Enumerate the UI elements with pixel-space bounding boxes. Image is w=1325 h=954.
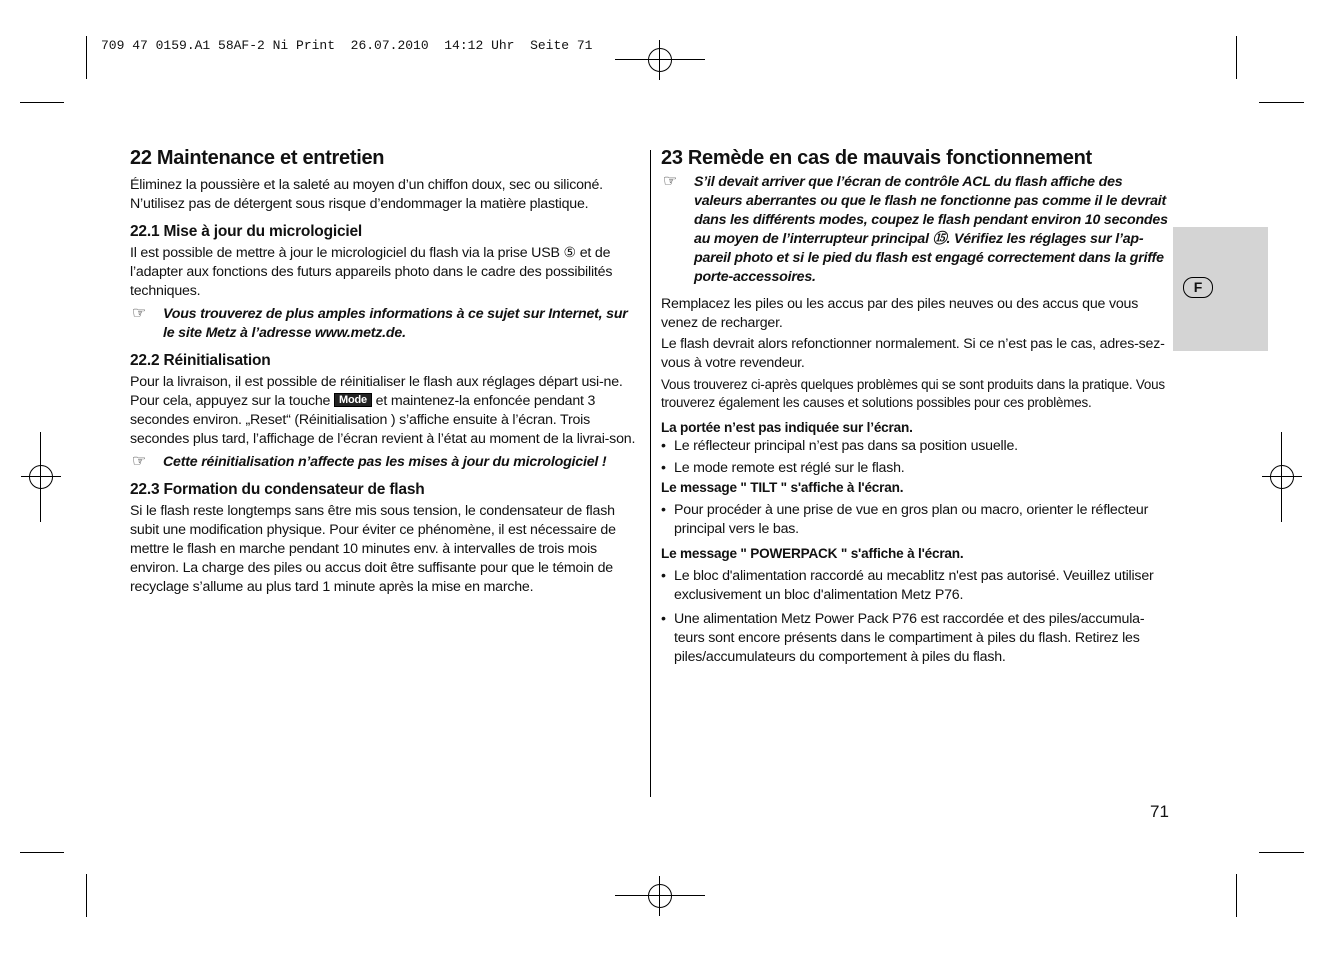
bullet-dot-icon: • <box>661 460 666 476</box>
list-item <box>661 459 1171 478</box>
section-title-23: 23 Remède en cas de mauvais fonctionnement <box>661 147 1092 169</box>
crop-mark <box>20 852 64 853</box>
problem-heading-tilt: Le message " TILT " s'affiche à l'écran. <box>661 480 904 495</box>
note-text: Cette réinitialisation n’affecte pas les mises à jour du micrologiciel ! <box>163 454 607 470</box>
list-item-text: Le réflecteur principal n’est pas dans sa position usuelle. <box>674 438 1018 454</box>
list-item-text: Le mode remote est réglé sur le flash. <box>674 460 905 476</box>
note-reset <box>130 453 640 472</box>
right-column <box>661 146 1171 667</box>
registration-mark-icon <box>21 457 61 497</box>
bullet-dot-icon: • <box>661 502 666 518</box>
list-item-text: Pour procéder à une prise de vue en gros plan ou macro, orienter le réflecteur principal vers le bas. <box>674 502 1149 537</box>
language-tab <box>1173 227 1268 351</box>
pointing-hand-icon: ☞ <box>132 305 147 322</box>
registration-mark-icon <box>640 40 680 80</box>
crop-mark <box>1236 36 1237 79</box>
list-item-text: Le bloc d'alimentation raccordé au mecablitz n'est pas autorisé. Veuillez utiliser exclusivement un bloc d'alimentation Metz P76. <box>674 568 1154 603</box>
note-text: Vous trouverez de plus amples informations à ce sujet sur Internet, sur le site Metz à l’adresse www.metz.de. <box>163 306 628 341</box>
crop-mark <box>86 874 87 917</box>
page-number: 71 <box>1150 802 1169 821</box>
subsection-title-22-3: 22.3 Formation du condensateur de flash <box>130 481 425 498</box>
crop-mark <box>1236 874 1237 917</box>
list-item <box>661 501 1171 539</box>
list-item <box>661 567 1171 605</box>
list-item <box>661 437 1171 456</box>
note-text: S’il devait arriver que l’écran de contrôle ACL du flash affiche des valeurs aberrantes ou que le flash ne fonctionne pas comme il le devrait dans les différents modes, coupez le flash pendant environ 10 secondes au moyen de l’interrupteur principal ⑮. Vérifiez les réglages sur l’ap-pareil photo et si le pied du flash est engagé correctement dans la griffe porte-accessoires. <box>694 174 1168 285</box>
subsection-title-22-1: 22.1 Mise à jour du micrologiciel <box>130 223 363 240</box>
column-divider <box>650 150 651 797</box>
firmware-text: Il est possible de mettre à jour le micrologiciel du flash via la prise USB ⑤ et de l’adapter aux fonctions des futurs appareils photo dans le cadre des possibilités techniques. <box>130 245 613 299</box>
bullet-dot-icon: • <box>661 438 666 454</box>
problem-heading-range: La portée n’est pas indiquée sur l’écran. <box>661 420 913 435</box>
problem-heading-powerpack: Le message " POWERPACK " s'affiche à l'écran. <box>661 546 964 561</box>
language-tab-letter: F <box>1183 277 1213 298</box>
pointing-hand-icon: ☞ <box>663 173 678 190</box>
mode-key-icon: Mode <box>334 393 372 407</box>
crop-mark <box>86 36 87 79</box>
crop-mark <box>1259 852 1304 853</box>
intro-text: Éliminez la poussière et la saleté au moyen d’un chiffon doux, sec ou siliconé. N’utilisez pas de détergent sous risque d’endommager la matière plastique. <box>130 177 603 212</box>
capacitor-text: Si le flash reste longtemps sans être mis sous tension, le condensateur de flash subit une modification physique. Pour éviter ce phénomène, il est nécessaire de mettre le flash en marche pendant 10 minutes env. à intervalles de trois mois environ. La charge des piles ou accus doit être suffisante pour que le témoin de recyclage s’allume au plus tard 1 minute après la mise en marche. <box>130 503 616 595</box>
paragraph-batteries: Remplacez les piles ou les accus par des piles neuves ou des accus que vous venez de recharger. <box>661 296 1139 331</box>
paragraph-dealer: Le flash devrait alors refonctionner normalement. Si ce n’est pas le cas, adres-sez-vous à votre revendeur. <box>661 336 1165 371</box>
reset-text-b: et maintenez-la enfoncée pendant 3 secondes environ. „Reset“ (Réinitialisation ) s’affiche ensuite à l’écran. Trois secondes plus tard, l’affichage de l’écran revient à l’état au moment de la livrai-son. <box>130 393 636 447</box>
left-column <box>130 146 640 597</box>
list-item-text: Une alimentation Metz Power Pack P76 est raccordée et des piles/accumula-teurs sont encore présents dans le compartiment à piles du flash. Retirez les piles/accumulateurs du comportement à piles du flash. <box>674 611 1145 665</box>
pointing-hand-icon: ☞ <box>132 453 147 470</box>
print-info: 709 47 0159.A1 58AF-2 Ni Print 26.07.2010 14:12 Uhr Seite 71 <box>101 38 593 53</box>
section-title-22: 22 Maintenance et entretien <box>130 147 385 169</box>
note-malfunction <box>661 173 1171 287</box>
reset-text-a: Pour la livraison, il est possible de réinitialiser le flash aux réglages départ usi-ne. Pour cela, appuyez sur la touche <box>130 374 623 409</box>
note-firmware <box>130 305 640 343</box>
list-item <box>661 610 1171 667</box>
reset-text <box>130 373 640 449</box>
crop-mark <box>1259 102 1304 103</box>
registration-mark-icon <box>640 876 680 916</box>
subsection-title-22-2: 22.2 Réinitialisation <box>130 352 271 369</box>
paragraph-problems: Vous trouverez ci-après quelques problèmes qui se sont produits dans la pratique. Vous trouverez également les causes et solutions possibles pour ces problèmes. <box>661 377 1165 410</box>
bullet-dot-icon: • <box>661 611 666 627</box>
crop-mark <box>20 102 64 103</box>
bullet-dot-icon: • <box>661 568 666 584</box>
registration-mark-icon <box>1262 457 1302 497</box>
